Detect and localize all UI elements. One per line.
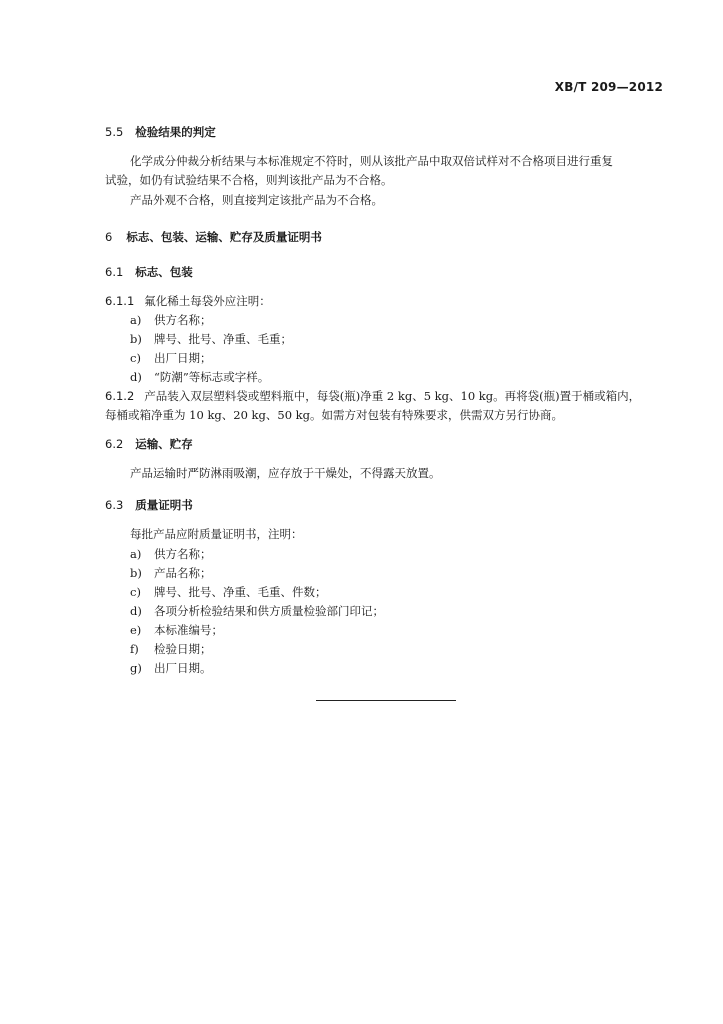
list-marker: d): [130, 604, 142, 618]
clause-text: 氟化稀土每袋外应注明：: [144, 294, 271, 308]
section-title: 检验结果的判定: [135, 125, 216, 139]
list-item: [130, 622, 223, 638]
list-item: [130, 546, 212, 562]
list-marker: d): [130, 370, 142, 384]
list-marker: b): [130, 566, 142, 580]
clause-6-1-1: [105, 293, 271, 309]
paragraph-text: 试验，如仍有试验结果不合格，则判该批产品为不合格。: [105, 173, 393, 187]
paragraph-text: 每桶或箱净重为 10 kg、20 kg、50 kg。如需方对包装有特殊要求，供需双方另行协商。: [105, 408, 564, 422]
section-number: 6.1: [105, 265, 124, 279]
section-6-2-heading: [105, 436, 193, 452]
section-5-5-heading: [105, 124, 216, 140]
list-item-text: 供方名称；: [154, 313, 212, 327]
list-item: [130, 331, 292, 347]
list-item: [130, 312, 212, 328]
list-marker: a): [130, 547, 142, 561]
section-number: 5.5: [105, 125, 124, 139]
paragraph-text: 产品外观不合格，则直接判定该批产品为不合格。: [130, 193, 383, 207]
list-item-text: 出厂日期；: [154, 351, 212, 365]
section-6-3-heading: [105, 497, 193, 513]
end-rule-divider: [316, 700, 456, 701]
paragraph-text: 产品运输时严防淋雨吸潮，应存放于干燥处，不得露天放置。: [130, 466, 441, 480]
list-marker: c): [130, 585, 141, 599]
list-marker: a): [130, 313, 142, 327]
section-6-1-heading: [105, 264, 193, 280]
list-item-text: 本标准编号；: [154, 623, 223, 637]
list-item: [130, 369, 269, 385]
section-title: 标志、包装、运输、贮存及质量证明书: [126, 230, 322, 244]
paragraph-text: 每批产品应附质量证明书，注明：: [130, 527, 303, 541]
list-item-text: 牌号、批号、净重、毛重、件数；: [154, 585, 327, 599]
list-item: [130, 641, 212, 657]
list-marker: g): [130, 661, 142, 675]
list-item-text: 检验日期；: [154, 642, 212, 656]
standard-code: XB/T 209—2012: [554, 80, 663, 94]
list-item-text: 供方名称；: [154, 547, 212, 561]
list-marker: e): [130, 623, 142, 637]
section-title: 标志、包装: [135, 265, 193, 279]
list-item: [130, 350, 212, 366]
clause-number: 6.1.1: [105, 294, 135, 308]
list-item: [130, 660, 212, 676]
list-item: [130, 584, 327, 600]
list-marker: c): [130, 351, 141, 365]
section-title: 质量证明书: [135, 498, 193, 512]
paragraph-text: 化学成分仲裁分析结果与本标准规定不符时，则从该批产品中取双倍试样对不合格项目进行重复: [130, 154, 613, 168]
list-item-text: 牌号、批号、净重、毛重；: [154, 332, 292, 346]
section-number: 6.3: [105, 498, 124, 512]
list-item-text: 各项分析检验结果和供方质量检验部门印记；: [154, 604, 384, 618]
chapter-6-heading: [105, 229, 322, 245]
clause-text: 产品装入双层塑料袋或塑料瓶中，每袋(瓶)净重 2 kg、5 kg、10 kg。再将袋(瓶)置于桶或箱内，: [144, 389, 641, 403]
list-item: [130, 565, 212, 581]
section-number: 6: [105, 230, 113, 244]
list-item-text: 出厂日期。: [154, 661, 212, 675]
clause-6-1-2: [105, 388, 640, 404]
list-item-text: “防潮”等标志或字样。: [154, 370, 270, 384]
list-marker: f): [130, 642, 139, 656]
list-marker: b): [130, 332, 142, 346]
section-number: 6.2: [105, 437, 124, 451]
list-item-text: 产品名称；: [154, 566, 212, 580]
clause-number: 6.1.2: [105, 389, 135, 403]
list-item: [130, 603, 384, 619]
section-title: 运输、贮存: [135, 437, 193, 451]
